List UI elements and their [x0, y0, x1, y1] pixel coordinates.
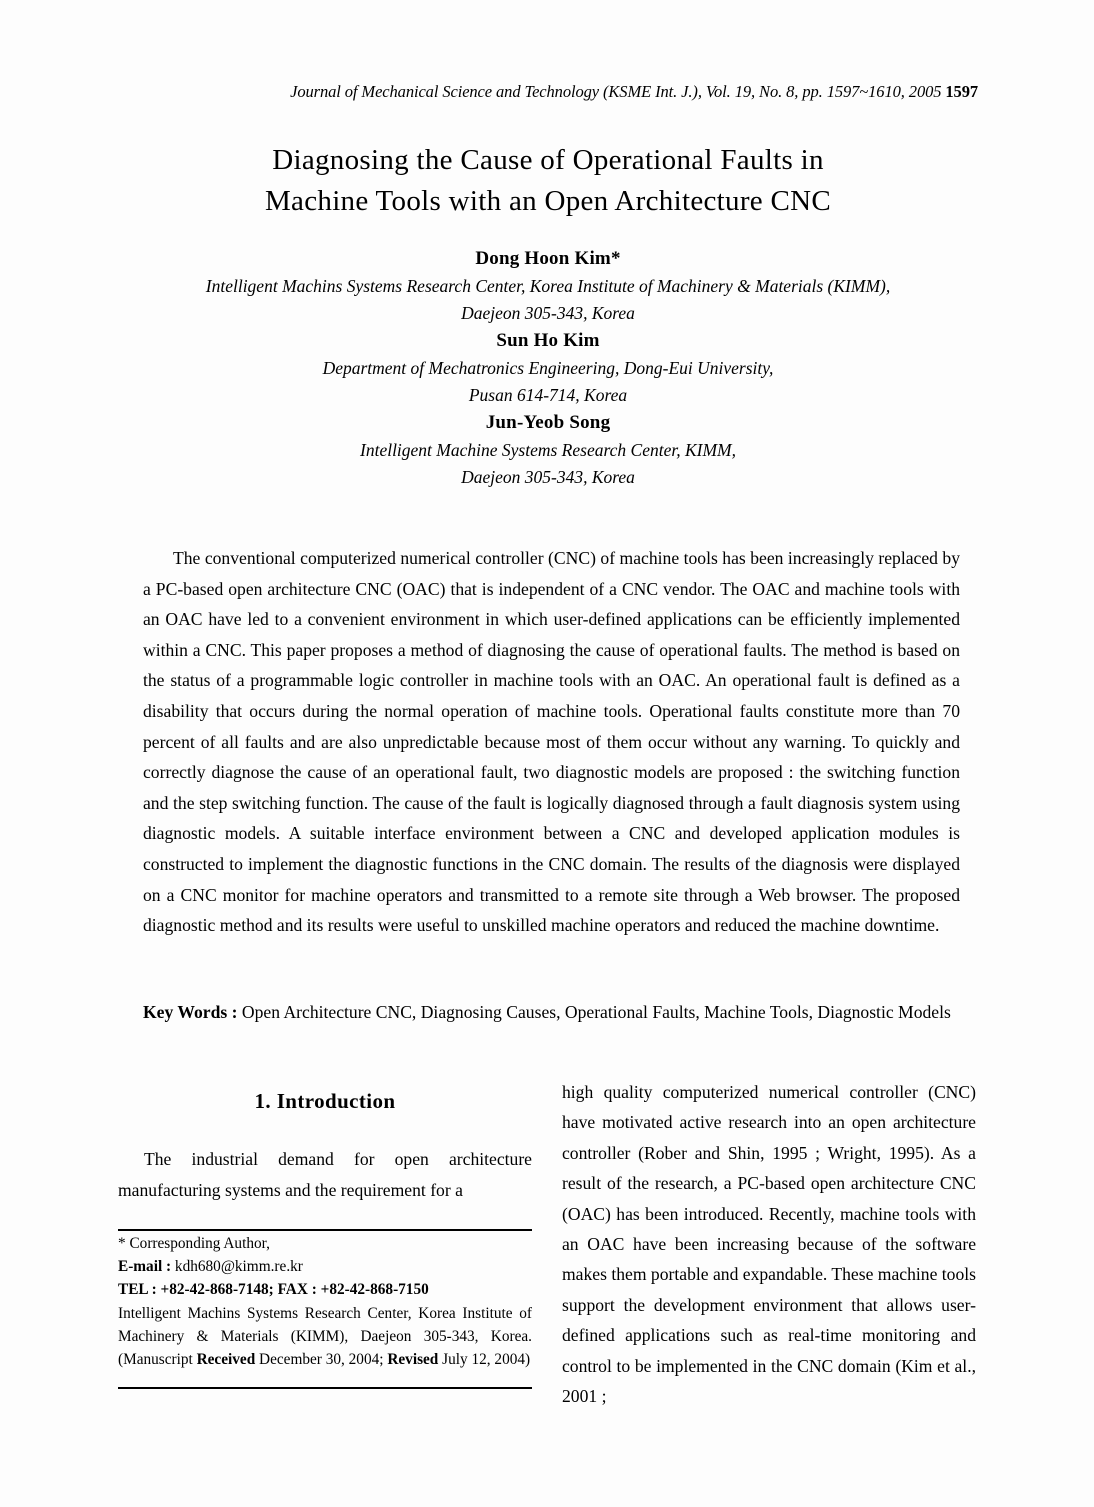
footnote-fax-value: +82-42-868-7150 — [316, 1281, 429, 1299]
footnote-email — [118, 1255, 532, 1278]
footnote-revised-value: July 12, 2004) — [438, 1351, 531, 1369]
footnote-received-value: December 30, 2004; — [255, 1351, 388, 1369]
title-line-2: Machine Tools with an Open Architecture CNC — [264, 185, 832, 217]
footnote-address — [118, 1302, 532, 1372]
intro-paragraph-right: high quality computerized numerical controller (CNC) have motivated active research into an open architecture controller (Rober and Shin, 1995 ; Wright, 1995). As a result of the research, a PC-based open architecture CNC (OAC) has been introduced. Recently, machine tools with an OAC have been increasing because of the software makes them portable and expandable. These machine tools support the development environment that allows user-defined applications such as real-time monitoring and control to be implemented in the CNC domain (Kim et al., 2001 ; — [562, 1082, 976, 1407]
column-left — [118, 1086, 532, 1205]
section-heading-introduction: 1. Introduction — [254, 1089, 396, 1113]
footnote-received-label: Received — [196, 1351, 256, 1369]
journal-citation: Journal of Mechanical Science and Technology (KSME Int. J.), Vol. 19, No. 8, pp. 1597~1610, 2005 — [290, 82, 942, 101]
author-name: Jun-Yeob Song — [485, 412, 611, 433]
author-list — [118, 245, 978, 491]
footnote-revised-label: Revised — [387, 1351, 439, 1369]
footnote-email-value: kdh680@kimm.re.kr — [171, 1258, 303, 1276]
author-affiliation: Intelligent Machins Systems Research Center, Korea Institute of Machinery & Materials (KIMM), — [205, 276, 891, 296]
paper-title — [118, 140, 978, 222]
title-line-1: Diagnosing the Cause of Operational Faults in — [272, 144, 824, 176]
footnote-address-text: Intelligent Machins Systems Research Center, Korea Institute of Machinery & Materials (KIMM), Daejeon 305-343, Korea. (Manuscript — [118, 1304, 532, 1369]
footnote-tel-value: +82-42-868-7148; — [156, 1281, 274, 1299]
footnote-rule-top — [118, 1229, 532, 1231]
footnote-email-label: E-mail : — [118, 1258, 172, 1276]
footnote-fax-label: FAX : — [273, 1281, 317, 1299]
keywords-terms: Open Architecture CNC, Diagnosing Causes, Operational Faults, Machine Tools, Diagnostic Models — [241, 1002, 951, 1022]
keywords — [143, 997, 1072, 1028]
author-name: Sun Ho Kim — [496, 330, 600, 351]
column-right — [562, 1077, 976, 1411]
abstract-text: The conventional computerized numerical controller (CNC) of machine tools has been increasingly replaced by a PC-based open architecture CNC (OAC) that is independent of a CNC vendor. The OAC and machine tools with an OAC have led to a convenient environment in which user-defined applications can be efficiently implemented within a CNC. This paper proposes a method of diagnosing the cause of operational faults. The method is based on the status of a programmable logic controller in machine tools with an OAC. An operational fault is defined as a disability that occurs during the normal operation of machine tools. Operational faults constitute more than 70 percent of all faults and are also unpredictable because most of them occur without any warning. To quickly and correctly diagnose the cause of an operational fault, two diagnostic models are proposed : the switching function and the step switching function. The cause of the fault is logically diagnosed through a fault diagnosis system using diagnostic models. A suitable interface environment between a CNC and developed application modules is constructed to implement the diagnostic functions in the CNC domain. The results of the diagnosis were displayed on a CNC monitor for machine operators and transmitted to a remote site through a Web browser. The proposed diagnostic method and its results were useful to unskilled machine operators and reduced the machine downtime. — [143, 548, 960, 936]
author-affiliation: Pusan 614-714, Korea — [468, 385, 628, 405]
author-affiliation: Daejeon 305-343, Korea — [461, 467, 635, 487]
footnote-phone — [118, 1278, 532, 1301]
footnote-tel-label: TEL : — [118, 1281, 157, 1299]
page-folio: 1597 — [945, 82, 978, 101]
author-affiliation: Department of Mechatronics Engineering, Dong-Eui University, — [322, 358, 774, 378]
footnote-corresponding-author: * Corresponding Author, — [118, 1235, 270, 1252]
intro-paragraph-left: The industrial demand for open architecture manufacturing systems and the requirement for a — [118, 1149, 532, 1200]
footnote-rule-bottom — [118, 1387, 532, 1389]
keywords-label: Key Words : — [143, 1002, 238, 1022]
author-affiliation: Daejeon 305-343, Korea — [461, 303, 635, 323]
author-affiliation: Intelligent Machine Systems Research Center, KIMM, — [360, 440, 736, 460]
author-name: Dong Hoon Kim* — [475, 248, 621, 269]
footnote-block — [118, 1232, 532, 1371]
running-head — [118, 82, 978, 102]
